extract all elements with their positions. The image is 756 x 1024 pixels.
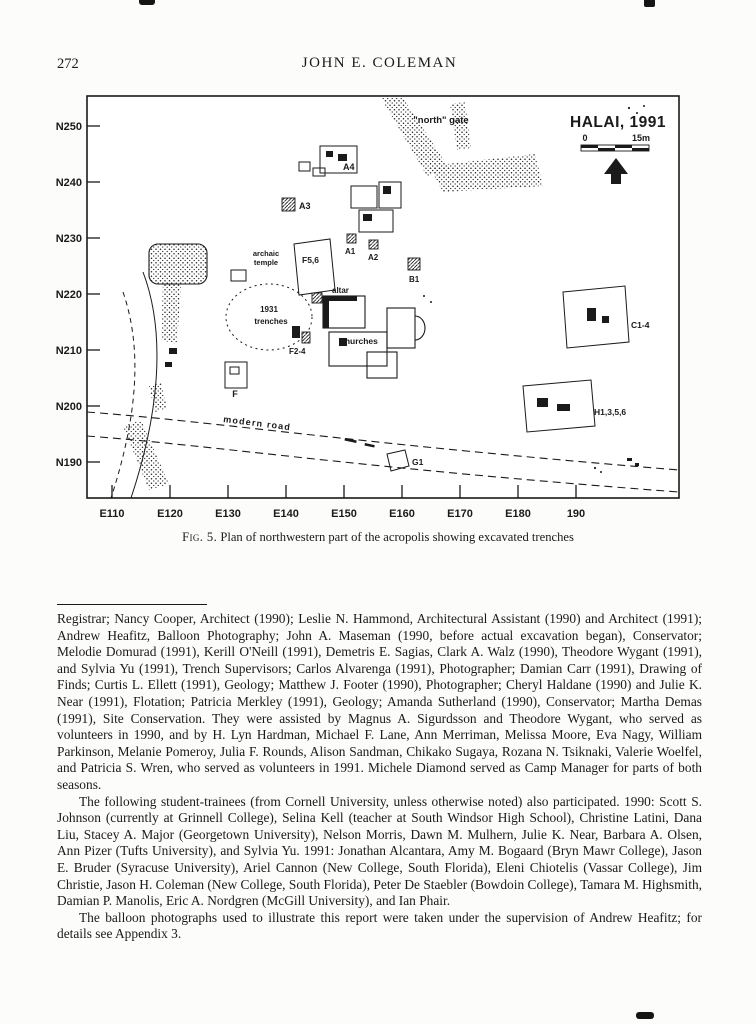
altar-label: altar — [332, 286, 349, 295]
grid-label-e150: E150 — [331, 508, 357, 520]
trenches-1931-label-1: 1931 — [260, 305, 278, 314]
scan-artifact — [636, 1012, 654, 1019]
grid-label-e120: E120 — [157, 508, 183, 520]
scale-length-label: 15m — [631, 133, 651, 143]
footnote-paragraph-2: The following student-trainees (from Cornell University, unless otherwise noted) also participated. 1990: Scott S. Johnson (currently at Grinnell College), Selina Kell (teacher at South Windsor High School), Christine Latini, Dana Liu, Stacey A. Major (Georgetown University), Nelson Morris, Dawn M. Mulhern, Julie K. Near, Barbara A. Olsen, Ann Pizer (Tufts University), and Sylvia Yu. 1991: Jonathan Alcantara, Amy M. Bogaard (Bryn Mawr College), Jason E. Bruder (Syracuse University), Ariel Cannon (New College, South Florida), Eleni Chiotelis (Vassar College), Jim Christie, Jason H. Coleman (New College, South Florida), Peter De Staebler (Bowdoin College), Tamara M. Highsmith, Damian P. Manolis, Eric A. Nordgren (McGill University), and Ian Phair. — [57, 793, 702, 909]
figure-caption-text: Plan of northwestern part of the acropolis showing excavated trenches — [220, 530, 574, 544]
trench-label-a4: A4 — [343, 162, 355, 172]
grid-label-n220: N220 — [55, 289, 82, 301]
trench-label-b1: B1 — [409, 275, 420, 284]
grid-label-n190: N190 — [55, 457, 82, 469]
modern-road-label: modern road — [222, 414, 292, 433]
trench-label-a3: A3 — [299, 201, 311, 211]
trench-label-f24: F2-4 — [289, 347, 306, 356]
west-tower — [149, 244, 207, 284]
grid-label-n230: N230 — [55, 233, 82, 245]
page-header — [57, 55, 702, 75]
archaic-temple-label-1: archaic — [252, 249, 280, 258]
footnotes-block — [57, 611, 702, 943]
north-gate-label: "north" gate — [413, 115, 469, 126]
trench-label-f: F — [232, 389, 238, 399]
scale-bar — [581, 145, 649, 151]
scan-artifact — [139, 0, 155, 5]
scale-zero-label: 0 — [582, 133, 588, 143]
trench-label-c14: C1-4 — [631, 320, 650, 330]
footnote-separator — [57, 604, 207, 605]
page-number: 272 — [57, 56, 79, 72]
figure-caption — [0, 530, 756, 545]
scan-artifact — [644, 0, 655, 7]
churches-label: churches — [340, 336, 378, 346]
grid-label-e170: E170 — [447, 508, 473, 520]
trench-label-h1356: H1,3,5,6 — [594, 407, 627, 417]
footnote-paragraph-3: The balloon photographs used to illustrate this report were taken under the supervision of Andrew Heafitz; for details see Appendix 3. — [57, 909, 702, 942]
grid-label-n240: N240 — [55, 177, 82, 189]
trench-label-a1: A1 — [345, 247, 356, 256]
trench-label-f56: F5,6 — [302, 255, 320, 265]
figure-site-plan — [29, 86, 689, 543]
map-title: HALAI, 1991 — [570, 114, 666, 131]
grid-label-e110: E110 — [99, 508, 125, 520]
grid-label-e160: E160 — [389, 508, 415, 520]
footnote-paragraph-1: Registrar; Nancy Cooper, Architect (1990); Leslie N. Hammond, Architectural Assistant (1990) and Architect (1991); Andrew Heafitz, Balloon Photography; John A. Maseman (1990, before actual excavation began), Conservator; Melodie Domurad (1991), Kerill O'Neill (1991), Demetris E. Sagias, Clark A. Walz (1990), Theodore Wygant (1991), and Sylvia Yu (1991), Trench Supervisors; Carlos Alvarenga (1991), Photographer; Damian Carr (1991), Drawing of Finds; Curtis L. Ellett (1991), Geology; Matthew J. Footer (1990), Photographer; Cheryl Haldane (1990) and Julie K. Near (1991), Flotation; Patricia Merkley (1991), Geology; Amanda Sutherland (1990), Conservator; Martha Demas (1991), Site Conservation. They were assisted by Magnus A. Sigurdsson and Theodore Wygant, who served as volunteers in 1990, and by H. Lyn Hardman, Michael F. Lane, Ann Merriman, Melissa Moore, Eva Nagy, William Parkinson, Melanie Pomeroy, Julia F. Rounds, Alison Sandman, Chikako Sugaya, Rozana N. Tsiknaki, Valerie Woelfel, and Patricia S. Wren, who served as volunteers in 1991. Michele Diamond served as Camp Manager for parts of both seasons. — [57, 611, 702, 792]
grid-label-e130: E130 — [215, 508, 241, 520]
grid-label-n200: N200 — [55, 401, 82, 413]
grid-label-e140: E140 — [273, 508, 299, 520]
archaic-temple-label-2: temple — [253, 258, 279, 267]
trench-label-a2: A2 — [368, 253, 379, 262]
grid-label-e180: E180 — [505, 508, 531, 520]
figure-caption-label: Fig. 5. — [182, 530, 218, 544]
grid-label-n250: N250 — [55, 121, 82, 133]
running-head: JOHN E. COLEMAN — [301, 55, 458, 71]
site-plan-svg — [29, 86, 689, 538]
trench-label-g1: G1 — [412, 457, 424, 467]
grid-label-n210: N210 — [55, 345, 82, 357]
trenches-1931-label-2: trenches — [254, 317, 288, 326]
grid-label-190: 190 — [566, 508, 586, 520]
